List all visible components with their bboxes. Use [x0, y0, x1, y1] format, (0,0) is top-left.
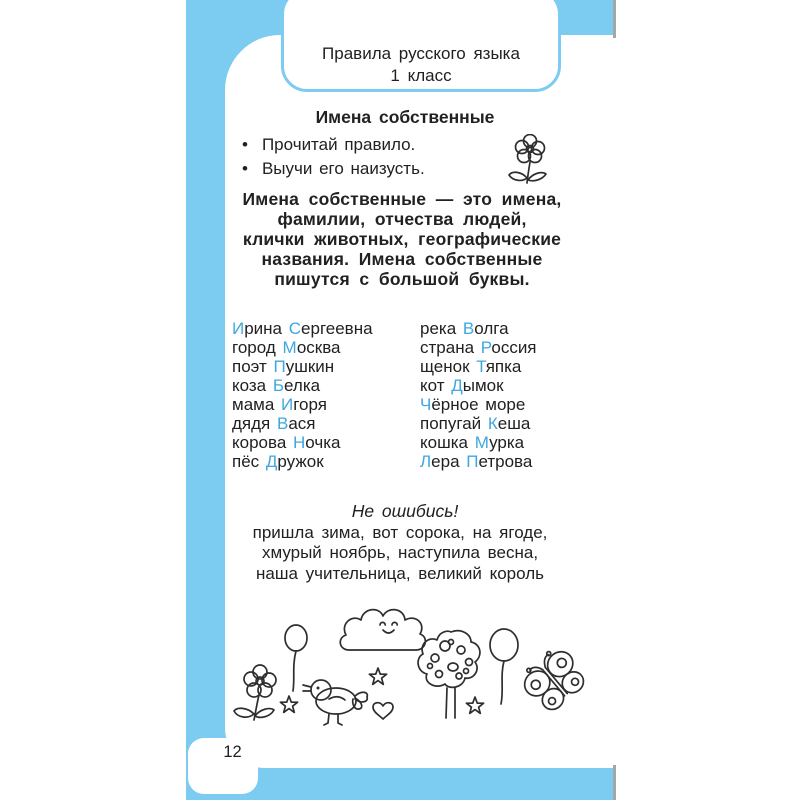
accent-capital: Л — [420, 452, 432, 471]
word-text: кот — [420, 376, 452, 395]
examples-right-column — [420, 319, 537, 471]
word-text: попугай — [420, 414, 488, 433]
instruction-item — [242, 135, 425, 155]
word-text: пёс — [232, 452, 266, 471]
word-text: етрова — [478, 452, 533, 471]
word-text: урка — [489, 433, 525, 452]
word-text: кошка — [420, 433, 475, 452]
rule-text — [226, 189, 578, 289]
balloon-doodle — [490, 629, 518, 704]
exercise-heading: Не ошибись! — [351, 501, 459, 521]
example-item — [420, 452, 537, 471]
rule-line: фамилии, отчества людей, — [277, 209, 527, 229]
word-text: корова — [232, 433, 294, 452]
book-page — [186, 0, 616, 800]
rule-line: Имена собственные — это имена, — [242, 189, 562, 209]
example-item — [232, 357, 373, 376]
accent-capital: Ч — [420, 395, 432, 414]
page-edge-bottom — [613, 765, 616, 800]
cloud-doodle — [340, 610, 425, 650]
word-text: город — [232, 338, 283, 357]
instructions-list — [242, 135, 425, 179]
word-text: коза — [232, 376, 273, 395]
flower-doodle — [234, 665, 276, 720]
word-text: япка — [485, 357, 522, 376]
accent-capital: Р — [480, 338, 492, 357]
star-doodle — [466, 697, 483, 713]
page-title: Имена собственные — [315, 107, 495, 127]
star-doodle — [280, 696, 297, 712]
word-text: мама — [232, 395, 282, 414]
balloon-doodle — [285, 625, 307, 691]
rule-line: названия. Имена собственные — [261, 249, 543, 269]
accent-capital: Б — [272, 376, 285, 395]
header-line1: Правила русского языка — [322, 44, 520, 63]
word-text: ушкин — [285, 357, 335, 376]
example-item — [420, 376, 537, 395]
word-text: щенок — [420, 357, 477, 376]
exercise-line: хмурый ноябрь, наступила весна, — [261, 543, 539, 563]
word-text: елка — [284, 376, 321, 395]
accent-capital: Д — [451, 376, 463, 395]
example-item — [232, 338, 373, 357]
word-text: оссия — [491, 338, 537, 357]
exercise-text — [216, 523, 584, 584]
example-item — [232, 433, 373, 452]
word-text: ергеевна — [301, 319, 373, 338]
word-text: олга — [474, 319, 509, 338]
accent-capital: И — [281, 395, 294, 414]
exercise-line: наша учительница, великий король — [256, 563, 544, 583]
page-number-box — [188, 738, 258, 794]
accent-capital: М — [474, 433, 490, 452]
word-text: ружок — [277, 452, 324, 471]
butterfly-doodle — [516, 642, 591, 716]
frame-left-bar — [186, 0, 225, 800]
rule-line: клички животных, географические — [242, 229, 562, 249]
header-line2: 1 класс — [390, 65, 452, 85]
header-box — [281, 0, 561, 92]
word-text: осква — [296, 338, 341, 357]
rule-line: пишутся с большой буквы. — [274, 269, 530, 289]
word-text: ёрное море — [431, 395, 526, 414]
page-edge-top — [613, 0, 616, 38]
doodle-band — [223, 600, 613, 740]
word-text: ася — [288, 414, 316, 433]
accent-capital: П — [273, 357, 286, 376]
example-item — [232, 395, 373, 414]
accent-capital: С — [288, 319, 302, 338]
word-text: река — [420, 319, 463, 338]
example-item — [232, 452, 373, 471]
example-item — [420, 338, 537, 357]
accent-capital: Т — [476, 357, 486, 376]
word-text: ера — [431, 452, 467, 471]
example-item — [420, 357, 537, 376]
word-text: еша — [497, 414, 531, 433]
accent-capital: П — [466, 452, 479, 471]
example-item — [420, 319, 537, 338]
accent-capital: Д — [265, 452, 278, 471]
exercise-line: пришла зима, вот сорока, на ягоде, — [252, 523, 548, 542]
word-text: рина — [244, 319, 289, 338]
word-text: страна — [420, 338, 481, 357]
tree-doodle — [418, 631, 480, 718]
example-item — [232, 319, 373, 338]
star-doodle — [369, 668, 386, 684]
flower-doodle — [505, 134, 553, 190]
word-text: горя — [293, 395, 327, 414]
accent-capital: В — [276, 414, 289, 433]
word-text: дядя — [232, 414, 277, 433]
instruction-text: Прочитай правило. — [261, 135, 416, 154]
accent-capital: И — [232, 319, 245, 338]
accent-capital: М — [282, 338, 297, 357]
word-text: поэт — [232, 357, 274, 376]
heart-doodle — [373, 703, 393, 719]
bullet-dot: • — [242, 135, 248, 154]
page-number: 12 — [223, 743, 242, 761]
word-text: очка — [305, 433, 341, 452]
accent-capital: В — [462, 319, 475, 338]
accent-capital: К — [487, 414, 498, 433]
bird-doodle — [303, 680, 367, 725]
instruction-item — [242, 159, 425, 179]
accent-capital: Н — [293, 433, 306, 452]
example-item — [420, 395, 537, 414]
bullet-dot: • — [242, 158, 248, 178]
example-item — [232, 414, 373, 433]
instruction-text: Выучи его наизусть. — [261, 158, 425, 178]
example-item — [420, 433, 537, 452]
example-item — [420, 414, 537, 433]
examples-left-column — [232, 319, 373, 471]
word-text: ымок — [462, 376, 504, 395]
example-item — [232, 376, 373, 395]
